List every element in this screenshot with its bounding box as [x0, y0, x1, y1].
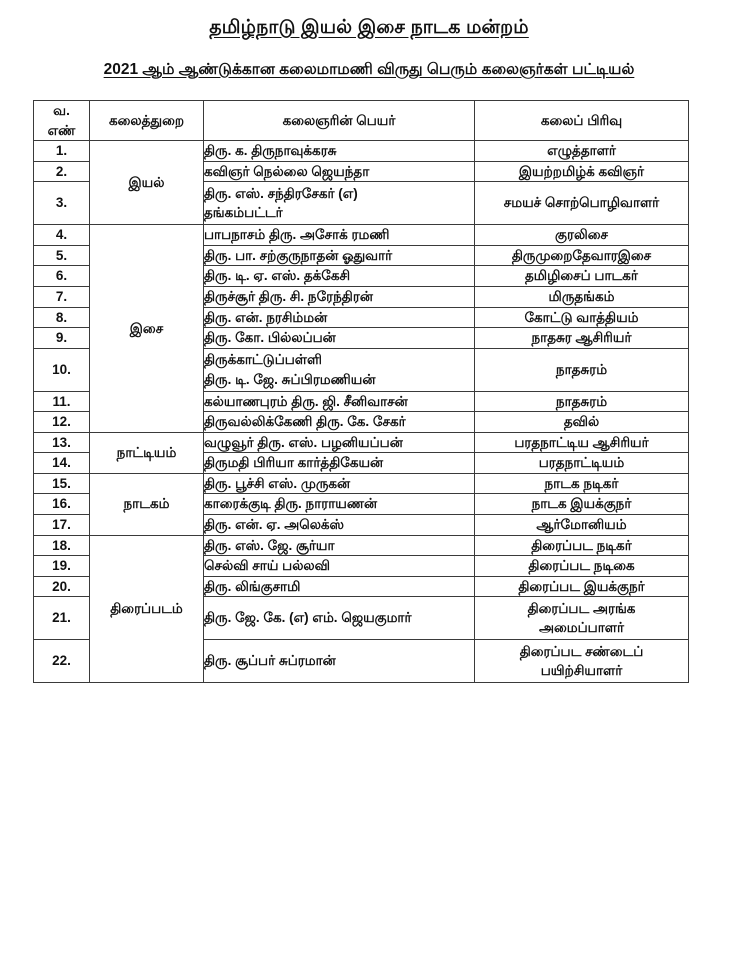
artist-name-line1: திரு. சூப்பர் சுப்ரமான் — [204, 653, 336, 669]
artist-name-line1: கல்யாணபுரம் திரு. ஜி. சீனிவாசன் — [204, 393, 408, 409]
cell-art-field: இசை — [90, 225, 204, 433]
cell-art-field: இயல் — [90, 141, 204, 225]
artist-name-line2: தங்கம்பட்டர் — [204, 205, 283, 221]
art-division-line1: இயற்றமிழ்க் கவிஞர் — [518, 163, 645, 179]
table-row — [34, 535, 689, 556]
cell-serial-number: 2. — [34, 161, 90, 182]
artist-name-line1: திரு. கோ. பில்லப்பன் — [204, 330, 336, 346]
cell-artist-name — [204, 266, 475, 287]
cell-art-division — [475, 348, 689, 391]
cell-artist-name — [204, 348, 475, 391]
cell-art-division — [475, 286, 689, 307]
art-division-line1: குரலிசை — [555, 227, 608, 243]
cell-artist-name — [204, 286, 475, 307]
cell-serial-number: 17. — [34, 515, 90, 536]
cell-artist-name — [204, 494, 475, 515]
cell-art-field: நாட்டியம் — [90, 432, 204, 473]
cell-art-division — [475, 307, 689, 328]
cell-serial-number: 13. — [34, 432, 90, 453]
cell-artist-name — [204, 245, 475, 266]
cell-serial-number: 10. — [34, 348, 90, 391]
table-row — [34, 141, 689, 162]
cell-artist-name — [204, 640, 475, 683]
table-header — [34, 101, 689, 141]
art-division-line1: பரதநாட்டிய ஆசிரியர் — [514, 434, 649, 450]
cell-serial-number: 8. — [34, 307, 90, 328]
cell-artist-name — [204, 432, 475, 453]
artist-name-line2: திரு. டி. ஜே. சுப்பிரமணியன் — [204, 371, 376, 387]
cell-artist-name — [204, 515, 475, 536]
cell-artist-name — [204, 535, 475, 556]
cell-serial-number: 3. — [34, 182, 90, 225]
cell-art-division — [475, 391, 689, 412]
cell-art-division — [475, 597, 689, 640]
artist-name-line1: திருக்காட்டுப்பள்ளி — [204, 352, 322, 368]
cell-artist-name — [204, 161, 475, 182]
art-division-line1: நாடக நடிகர் — [544, 475, 619, 491]
cell-serial-number: 15. — [34, 473, 90, 494]
artist-name-line1: வழுவூர் திரு. எஸ். பழனியப்பன் — [204, 434, 403, 450]
art-division-line1: சமயச் சொற்பொழிவாளர் — [503, 195, 660, 211]
cell-serial-number: 7. — [34, 286, 90, 307]
cell-serial-number: 11. — [34, 391, 90, 412]
artist-name-line1: திரு. டி. ஏ. எஸ். தக்கேசி — [204, 268, 351, 284]
cell-serial-number: 16. — [34, 494, 90, 515]
cell-serial-number: 22. — [34, 640, 90, 683]
art-division-line1: திரைப்பட நடிகை — [528, 558, 635, 574]
cell-serial-number: 6. — [34, 266, 90, 287]
cell-serial-number: 19. — [34, 556, 90, 577]
cell-art-field: நாடகம் — [90, 473, 204, 535]
art-division-line2: பயிற்சியாளர் — [540, 663, 623, 679]
cell-art-division — [475, 266, 689, 287]
artist-name-line1: திரு. எஸ். சந்திரசேகர் (எ) — [204, 185, 358, 201]
cell-artist-name — [204, 328, 475, 349]
artist-name-line1: கவிஞர் நெல்லை ஜெயந்தா — [204, 163, 370, 179]
art-division-line1: நாடக இயக்குநர் — [531, 496, 632, 512]
cell-artist-name — [204, 576, 475, 597]
art-division-line1: தமிழிசைப் பாடகர் — [525, 268, 638, 284]
artist-name-line1: திரு. என். ஏ. அலெக்ஸ் — [204, 517, 345, 532]
cell-serial-number: 14. — [34, 453, 90, 474]
table-row — [34, 473, 689, 494]
artist-name-line1: திரு. பூச்சி எஸ். முருகன் — [204, 475, 351, 491]
award-table — [33, 100, 689, 683]
art-division-line1: தவில் — [563, 414, 600, 430]
column-header-artist-name: கலைஞரின் பெயர் — [204, 101, 475, 141]
art-division-line1: நாதசுரம் — [555, 361, 608, 377]
artist-name-line1: செல்வி சாய் பல்லவி — [204, 558, 330, 574]
artist-name-line1: திரு. என். நரசிம்மன் — [204, 309, 328, 325]
cell-serial-number: 5. — [34, 245, 90, 266]
column-header-art-division: கலைப் பிரிவு — [475, 101, 689, 141]
art-division-line1: திரைப்பட இயக்குநர் — [518, 578, 645, 594]
artist-name-line1: காரைக்குடி திரு. நாராயணன் — [204, 496, 378, 512]
artist-name-line1: திரு. க. திருநாவுக்கரசு — [204, 143, 337, 159]
cell-art-division — [475, 412, 689, 433]
art-division-line2: அமைப்பாளர் — [538, 620, 625, 636]
cell-serial-number: 4. — [34, 225, 90, 246]
art-division-line1: நாதசுரம் — [555, 393, 608, 409]
table-row — [34, 432, 689, 453]
cell-artist-name — [204, 412, 475, 433]
cell-artist-name — [204, 307, 475, 328]
cell-art-division — [475, 640, 689, 683]
cell-serial-number: 1. — [34, 141, 90, 162]
artist-name-line1: திருச்சூர் திரு. சி. நரேந்திரன் — [204, 288, 373, 304]
cell-art-division — [475, 245, 689, 266]
cell-art-division — [475, 494, 689, 515]
art-division-line1: திருமுறைதேவாரஇசை — [511, 247, 652, 263]
page-subtitle: 2021 ஆம் ஆண்டுக்கான கலைமாமணி விருது பெரும் கலைஞர்கள் பட்டியல் — [103, 60, 635, 78]
cell-artist-name — [204, 556, 475, 577]
artist-name-line1: திருமதி பிரியா கார்த்திகேயன் — [204, 455, 384, 471]
table-row — [34, 225, 689, 246]
art-division-line1: திரைப்பட சண்டைப் — [519, 643, 644, 659]
column-header-serial-number — [34, 101, 90, 141]
table-body — [34, 141, 689, 683]
cell-serial-number: 21. — [34, 597, 90, 640]
cell-artist-name — [204, 453, 475, 474]
cell-artist-name — [204, 182, 475, 225]
cell-art-division — [475, 328, 689, 349]
cell-serial-number: 12. — [34, 412, 90, 433]
column-header-art-field: கலைத்துறை — [90, 101, 204, 141]
art-division-line1: திரைப்பட நடிகர் — [531, 537, 632, 553]
cell-art-division — [475, 225, 689, 246]
page-title: தமிழ்நாடு இயல் இசை நாடக மன்றம் — [209, 17, 529, 38]
artist-name-line1: திருவல்லிக்கேணி திரு. கே. சேகர் — [204, 414, 406, 430]
cell-art-division — [475, 473, 689, 494]
cell-art-field: திரைப்படம் — [90, 535, 204, 683]
cell-art-division — [475, 515, 689, 536]
artist-name-line1: திரு. லிங்குசாமி — [204, 578, 301, 594]
cell-art-division — [475, 535, 689, 556]
award-table-container — [33, 100, 688, 683]
serial-header-line1: வ. — [53, 103, 70, 118]
cell-art-division — [475, 576, 689, 597]
art-division-line1: நாதசுர ஆசிரியர் — [531, 330, 632, 346]
cell-artist-name — [204, 225, 475, 246]
table-header-row — [34, 101, 689, 141]
cell-artist-name — [204, 141, 475, 162]
art-division-line1: ஆர்மோனியம் — [536, 517, 627, 532]
cell-art-division — [475, 182, 689, 225]
art-division-line1: கோட்டு வாத்தியம் — [524, 309, 639, 325]
cell-art-division — [475, 453, 689, 474]
artist-name-line1: திரு. ஜே. கே. (எ) எம். ஜெயகுமார் — [204, 610, 412, 626]
cell-serial-number: 18. — [34, 535, 90, 556]
serial-header-line2: எண் — [47, 122, 76, 138]
artist-name-line1: திரு. பா. சற்குருநாதன் ஓதுவார் — [204, 247, 393, 263]
art-division-line1: திரைப்பட அரங்க — [527, 600, 636, 616]
art-division-line1: மிருதங்கம் — [548, 288, 615, 304]
artist-name-line1: திரு. எஸ். ஜே. சூர்யா — [204, 537, 335, 553]
art-division-line1: பரதநாட்டியம் — [538, 455, 625, 471]
artist-name-line1: பாபநாசம் திரு. அசோக் ரமணி — [204, 227, 390, 243]
cell-art-division — [475, 432, 689, 453]
cell-art-division — [475, 556, 689, 577]
cell-art-division — [475, 161, 689, 182]
cell-serial-number: 20. — [34, 576, 90, 597]
cell-serial-number: 9. — [34, 328, 90, 349]
art-division-line1: எழுத்தாளர் — [547, 143, 616, 159]
cell-artist-name — [204, 391, 475, 412]
cell-artist-name — [204, 597, 475, 640]
cell-artist-name — [204, 473, 475, 494]
cell-art-division — [475, 141, 689, 162]
